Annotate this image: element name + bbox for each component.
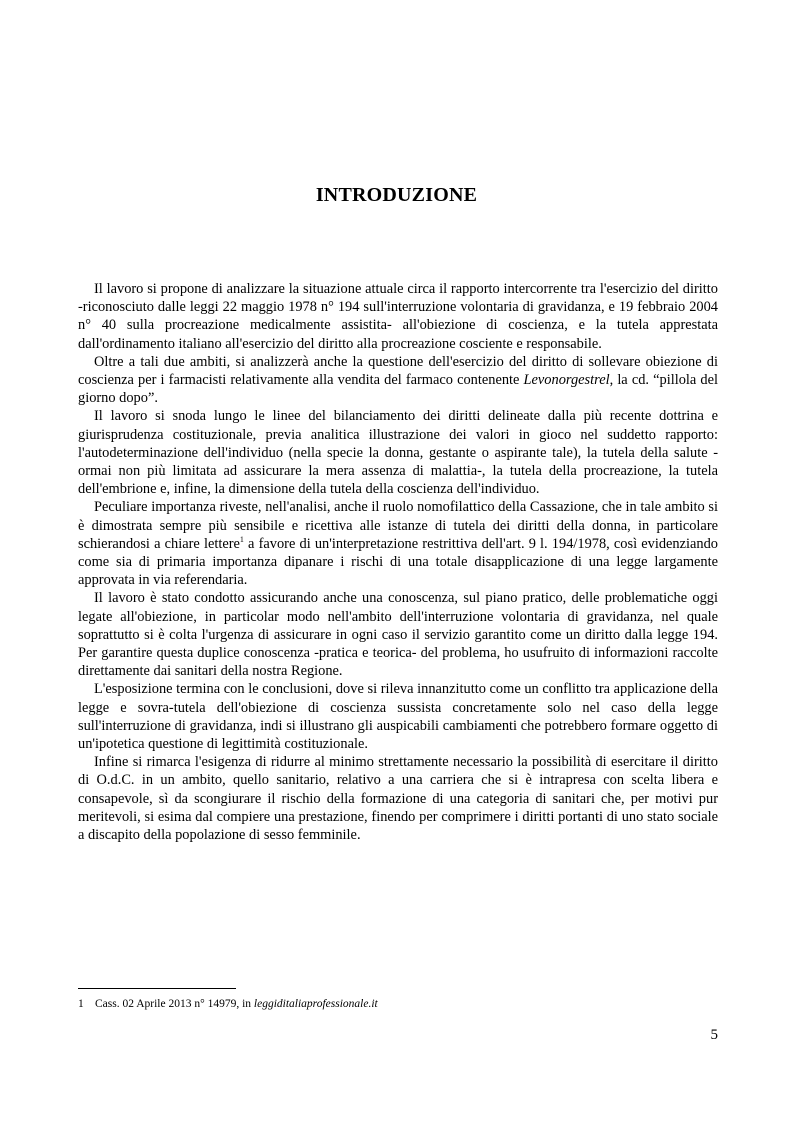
- paragraph-text: Infine si rimarca l'esigenza di ridurre al minimo strettamente necessario la possibilità di esercitare il diritto di O.d.C. in un ambito, quello sanitario, relativo a una carriera che si è intrapresa con scelta libera e consapevole, sì da scongiurare il rischio della formazione di una categoria di sanitari che, per motivi pur meritevoli, si esima dal compiere una prestazione, finendo per comprimere i diritti portanti di uno stato sociale a discapito della popolazione di sesso femminile.: [78, 754, 718, 844]
- paragraph-text: Oltre a tali due ambiti, si analizzerà anche la questione dell'esercizio del diritto di sollevare obiezione di coscienza per i farmacisti relativamente alla vendita del farmaco contenente: [78, 353, 718, 389]
- paragraph-text: Il lavoro è stato condotto assicurando anche una conoscenza, sul piano pratico, delle problematiche oggi legate all'obiezione, in particolar modo nell'ambito dell'interruzione volontaria di gravidanza, nel quale soprattutto si è colta l'urgenza di assicurare in ogni caso il servizio garantito come un diritto dalla legge 194. Per garantire questa duplice conoscenza -pratica e teorica- del problema, ho usufruito di informazioni raccolte direttamente dai sanitari della nostra Regione.: [78, 590, 718, 680]
- footnote-separator: [78, 988, 236, 989]
- paragraph-1: [78, 280, 718, 353]
- page-title: INTRODUZIONE: [315, 184, 478, 206]
- footnote-source: leggiditaliaprofessionale.it: [253, 998, 378, 1010]
- paragraph-3: [78, 407, 718, 498]
- footnote-reference[interactable]: 1: [239, 535, 244, 545]
- paragraph-text: Il lavoro si snoda lungo le linee del bilanciamento dei diritti delineate dalla più recente dottrina e giurisprudenza costituzionale, previa analitica illustrazione dei valori in gioco nel suddetto rapporto: l'autodeterminazione dell'individuo (nella specie la donna, gestante o aspirante tale), la tutela della salute -ormai non più limitata ad assicurare la mera assenza di malattia-, la tutela della procreazione, la tutela dell'embrione e, infine, la dimensione della tutela della coscienza dell'individuo.: [78, 408, 718, 498]
- body-text: [78, 280, 718, 844]
- paragraph-text: L'esposizione termina con le conclusioni, dove si rileva innanzitutto come un conflitto tra applicazione della legge e sovra-tutela dell'obiezione di coscienza sussista concretamente solo nel caso della legge sull'interruzione di gravidanza, indi si illustrano gli auspicabili cambiamenti che potrebbero formare oggetto di un'ipotetica questione di legittimità costituzionale.: [78, 681, 718, 753]
- paragraph-text: Il lavoro si propone di analizzare la situazione attuale circa il rapporto intercorrente tra l'esercizio del diritto -riconosciuto dalle leggi 22 maggio 1978 n° 194 sull'interruzione volontaria di gravidanza, e 19 febbraio 2004 n° 40 sulla procreazione medicalmente assistita- all'obiezione di coscienza, e la tutela apprestata dall'ordinamento italiano all'esercizio del diritto alla procreazione cosciente e responsabile.: [78, 281, 718, 352]
- page-number: 5: [710, 1027, 718, 1043]
- footnote: [78, 997, 718, 1011]
- paragraph-text: Peculiare importanza riveste, nell'analisi, anche il ruolo nomofilattico della Cassazione, che in tale ambito si è dimostrata sempre più sensibile e ricettiva alle istanze di tutela dei diritti della donna, in particolare schierandosi a chiare lettere: [78, 499, 718, 552]
- paragraph-4: [78, 498, 718, 589]
- paragraph-5: [78, 589, 718, 680]
- drug-name: Levonorgestrel: [523, 372, 610, 389]
- footnote-text: Cass. 02 Aprile 2013 n° 14979, in: [95, 998, 254, 1010]
- paragraph-7: [78, 753, 718, 844]
- paragraph-6: [78, 680, 718, 753]
- paragraph-text: a favore di un'interpretazione restrittiva dell'art. 9 l. 194/1978, così evidenziando come sia di primaria importanza dipanare i rischi di una totale disapplicazione di una legge largamente approvata in via referendaria.: [78, 535, 718, 589]
- paragraph-2: [78, 353, 718, 408]
- footnote-number: 1: [78, 998, 84, 1010]
- paragraph-text: , la cd. “pillola del giorno dopo”.: [78, 372, 718, 407]
